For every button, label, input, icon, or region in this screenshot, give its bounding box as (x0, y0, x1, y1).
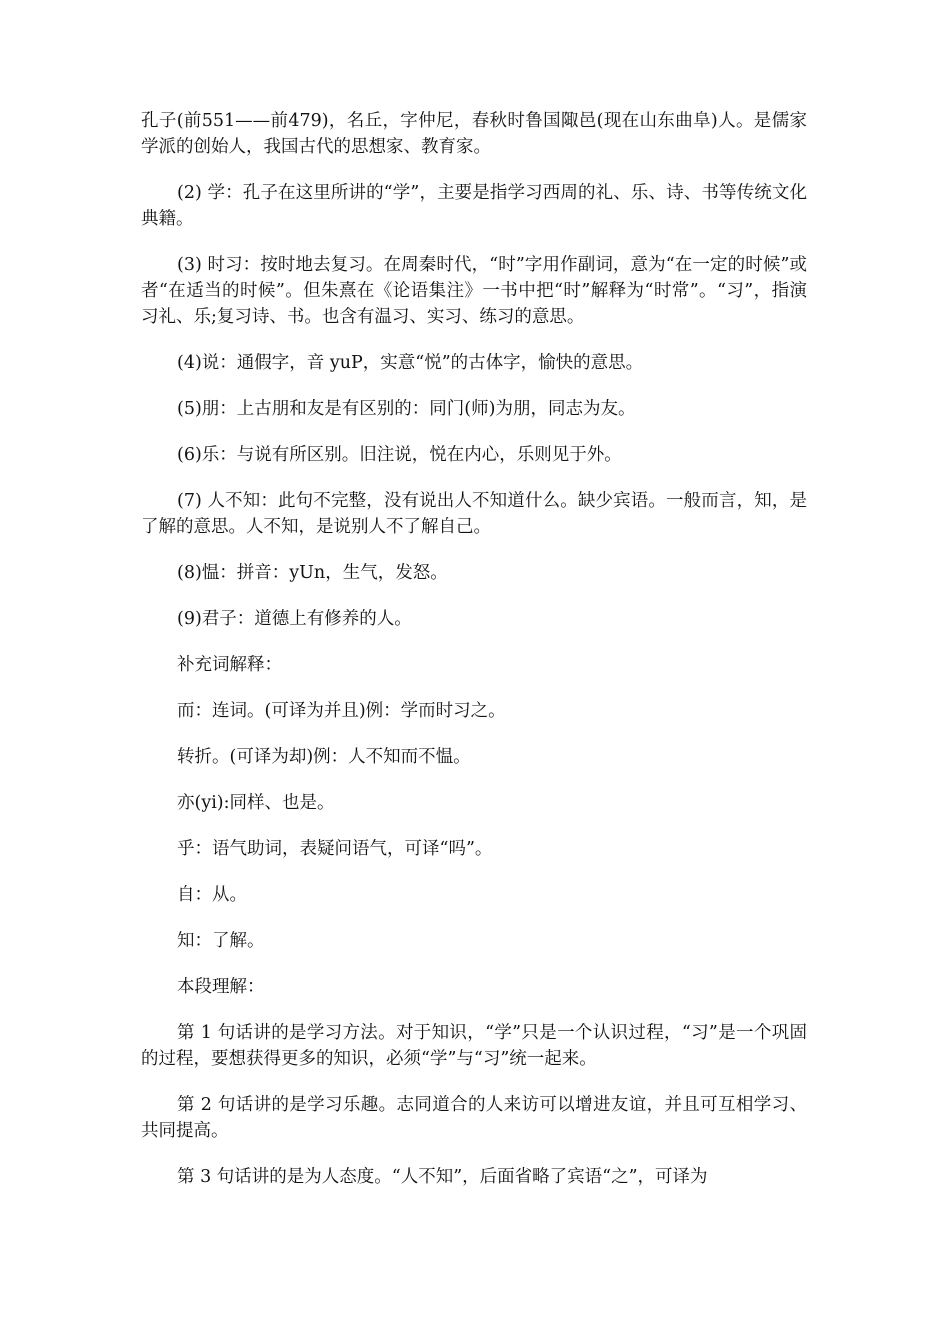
paragraph-word-zi: 自：从。 (177, 885, 247, 905)
section-heading-supplement: 补充词解释： (177, 655, 282, 675)
paragraph-word-er-turn: 转折。(可译为却)例：人不知而不愠。 (177, 747, 471, 767)
paragraph-sentence-2: 第 2 句话讲的是学习乐趣。志同道合的人来访可以增进友谊，并且可互相学习、共同提高。 (141, 1095, 807, 1141)
section-heading-understanding: 本段理解： (177, 977, 265, 997)
paragraph-word-hu: 乎：语气助词，表疑问语气，可译“吗”。 (177, 839, 493, 859)
paragraph-note-4: (4)说：通假字，音 yuP，实意“悦”的古体字，愉快的意思。 (177, 353, 644, 373)
paragraph-note-3: (3) 时习：按时地去复习。在周秦时代，“时”字用作副词，意为“在一定的时候”或者“在适当的时候”。但朱熹在《论语集注》一书中把“时”解释为“时常”。“习”，指演习礼、乐;复习诗、书。也含有温习、实习、练习的意思。 (141, 255, 807, 327)
paragraph-note-6: (6)乐：与说有所区别。旧注说，悦在内心，乐则见于外。 (177, 445, 622, 465)
paragraph-sentence-3: 第 3 句话讲的是为人态度。“人不知”，后面省略了宾语“之”，可译为 (177, 1167, 708, 1187)
paragraph-note-9: (9)君子：道德上有修养的人。 (177, 609, 412, 629)
paragraph-sentence-1: 第 1 句话讲的是学习方法。对于知识，“学”只是一个认识过程，“习”是一个巩固的过程，要想获得更多的知识，必须“学”与“习”统一起来。 (141, 1023, 807, 1069)
paragraph-word-er: 而：连词。(可译为并且)例：学而时习之。 (177, 701, 506, 721)
paragraph-note-5: (5)朋：上古朋和友是有区别的：同门(师)为朋，同志为友。 (177, 399, 636, 419)
paragraph-note-7: (7) 人不知：此句不完整，没有说出人不知道什么。缺少宾语。一般而言，知，是了解的意思。人不知，是说别人不了解自己。 (141, 491, 807, 537)
paragraph-intro-confucius: 孔子(前551——前479)，名丘，字仲尼，春秋时鲁国陬邑(现在山东曲阜)人。是儒家学派的创始人，我国古代的思想家、教育家。 (141, 111, 807, 157)
paragraph-note-2: (2) 学：孔子在这里所讲的“学”，主要是指学习西周的礼、乐、诗、书等传统文化典籍。 (141, 183, 807, 229)
paragraph-word-zhi: 知：了解。 (177, 931, 265, 951)
paragraph-note-8: (8)愠：拼音：yUn，生气，发怒。 (177, 563, 448, 583)
paragraph-word-yi: 亦(yi):同样、也是。 (177, 793, 335, 813)
document-page (141, 108, 807, 1210)
